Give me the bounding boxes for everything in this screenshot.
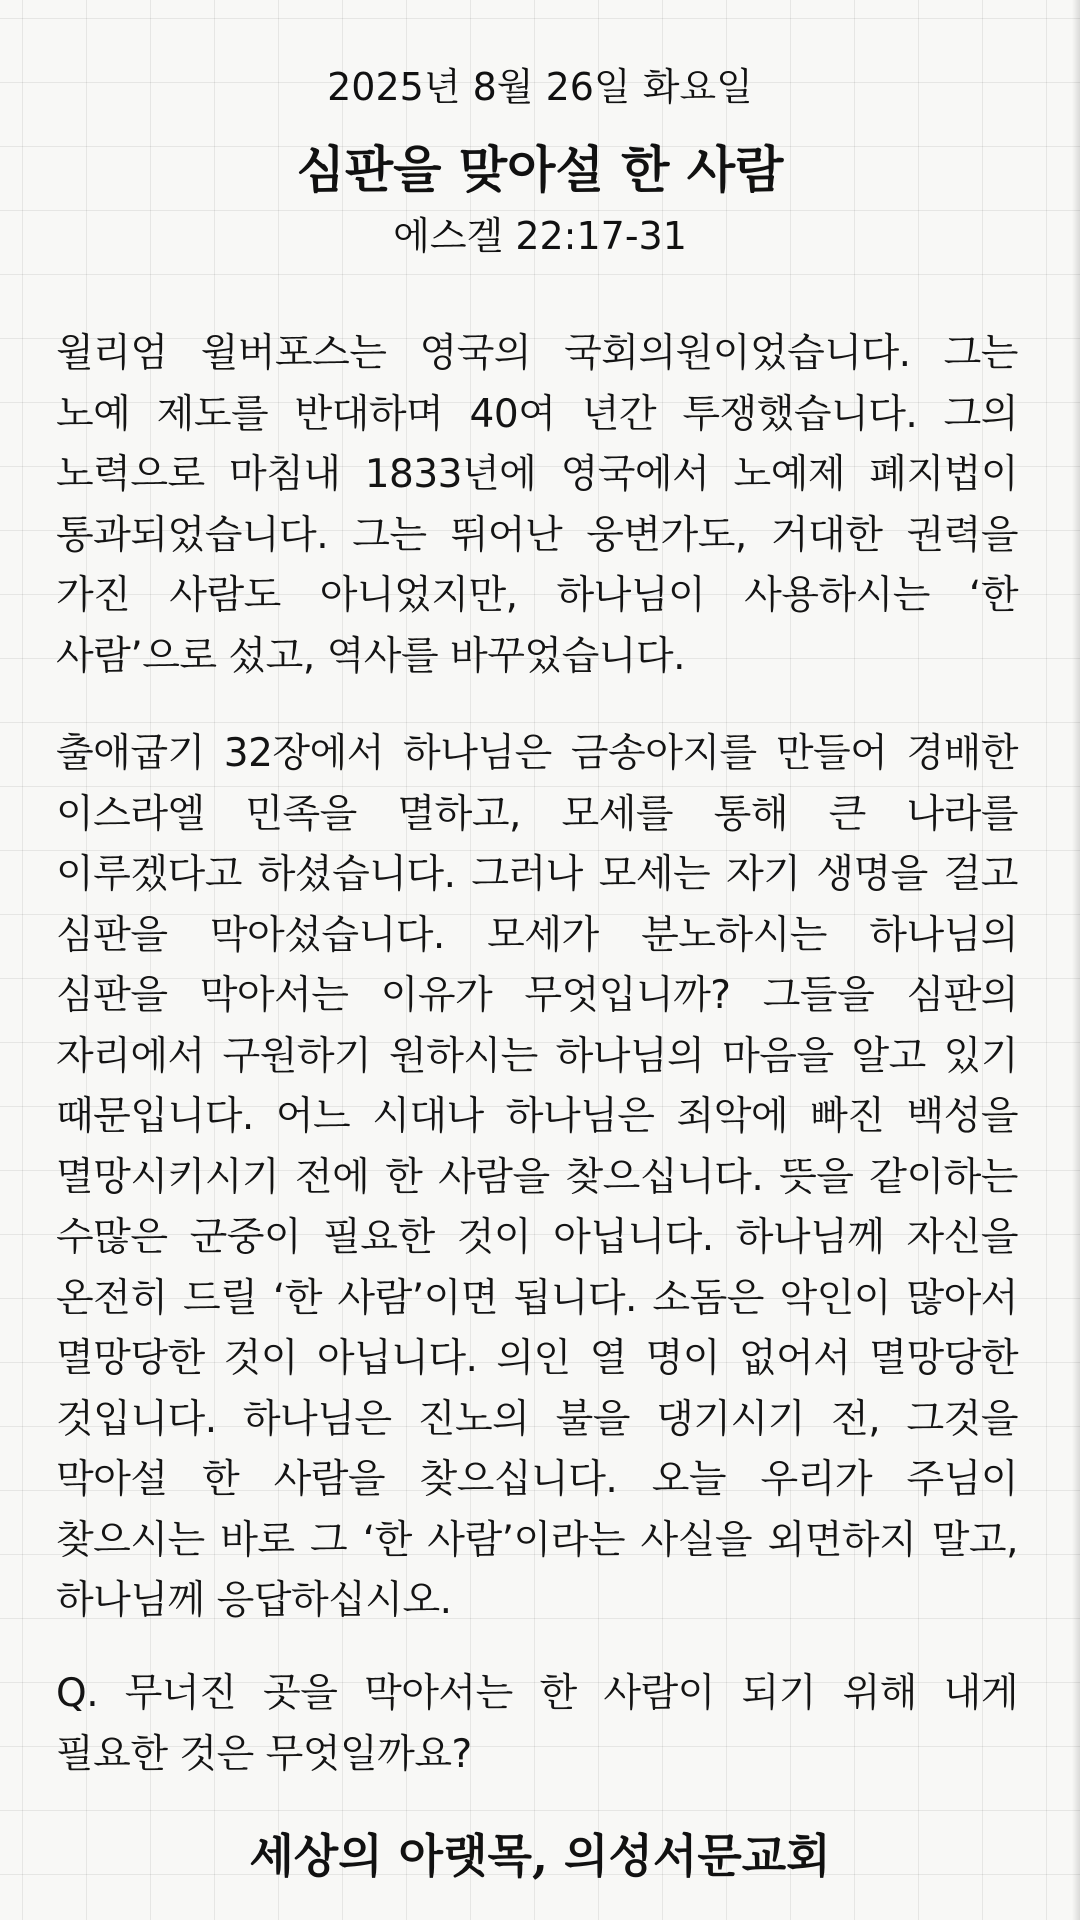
body-paragraph-2: 출애굽기 32장에서 하나님은 금송아지를 만들어 경배한 이스라엘 민족을 멸하고, 모세를 통해 큰 나라를 이루겠다고 하셨습니다. 그러나 모세는 자기 생명을 걸고 심판을 막아섰습니다. 모세가 분노하시는 하나님의 심판을 막아서는 이유가 무엇입니까? 그들을 심판의 자리에서 구원하기 원하시는 하나님의 마음을 알고 있기 때문입니다. 어느 시대나 하나님은 죄악에 빠진 백성을 멸망시키시기 전에 한 사람을 찾으십니다. 뜻을 같이하는 수많은 군중이 필요한 것이 아닙니다. 하나님께 자신을 온전히 드릴 ‘한 사람’이면 됩니다. 소돔은 악인이 많아서 멸망당한 것이 아닙니다. 의인 열 명이 없어서 멸망당한 것입니다. 하나님은 진노의 불을 댕기시기 전, 그것을 막아설 한 사람을 찾으십니다. 오늘 우리가 주님이 찾으시는 바로 그 ‘한 사람’이라는 사실을 외면하지 말고, 하나님께 응답하십시오. xyxy=(56,731,1018,1623)
church-signature: 세상의 아랫목, 의성서문교회 xyxy=(249,1829,831,1883)
date-heading: 2025년 8월 26일 화요일 xyxy=(327,65,753,109)
reflection-question: Q. 무너진 곳을 막아서는 한 사람이 되기 위해 내게 필요한 것은 무엇일까요? xyxy=(56,1671,1018,1777)
body-paragraph-1: 윌리엄 윌버포스는 영국의 국회의원이었습니다. 그는 노예 제도를 반대하며 40여 년간 투쟁했습니다. 그의 노력으로 마침내 1833년에 영국에서 노예제 폐지법이 통과되었습니다. 그는 뛰어난 웅변가도, 거대한 권력을 가진 사람도 아니었지만, 하나님이 사용하시는 ‘한 사람’으로 섰고, 역사를 바꾸었습니다. xyxy=(56,331,1018,679)
scripture-reference: 에스겔 22:17-31 xyxy=(393,214,687,258)
sermon-title: 심판을 맞아설 한 사람 xyxy=(296,140,784,199)
